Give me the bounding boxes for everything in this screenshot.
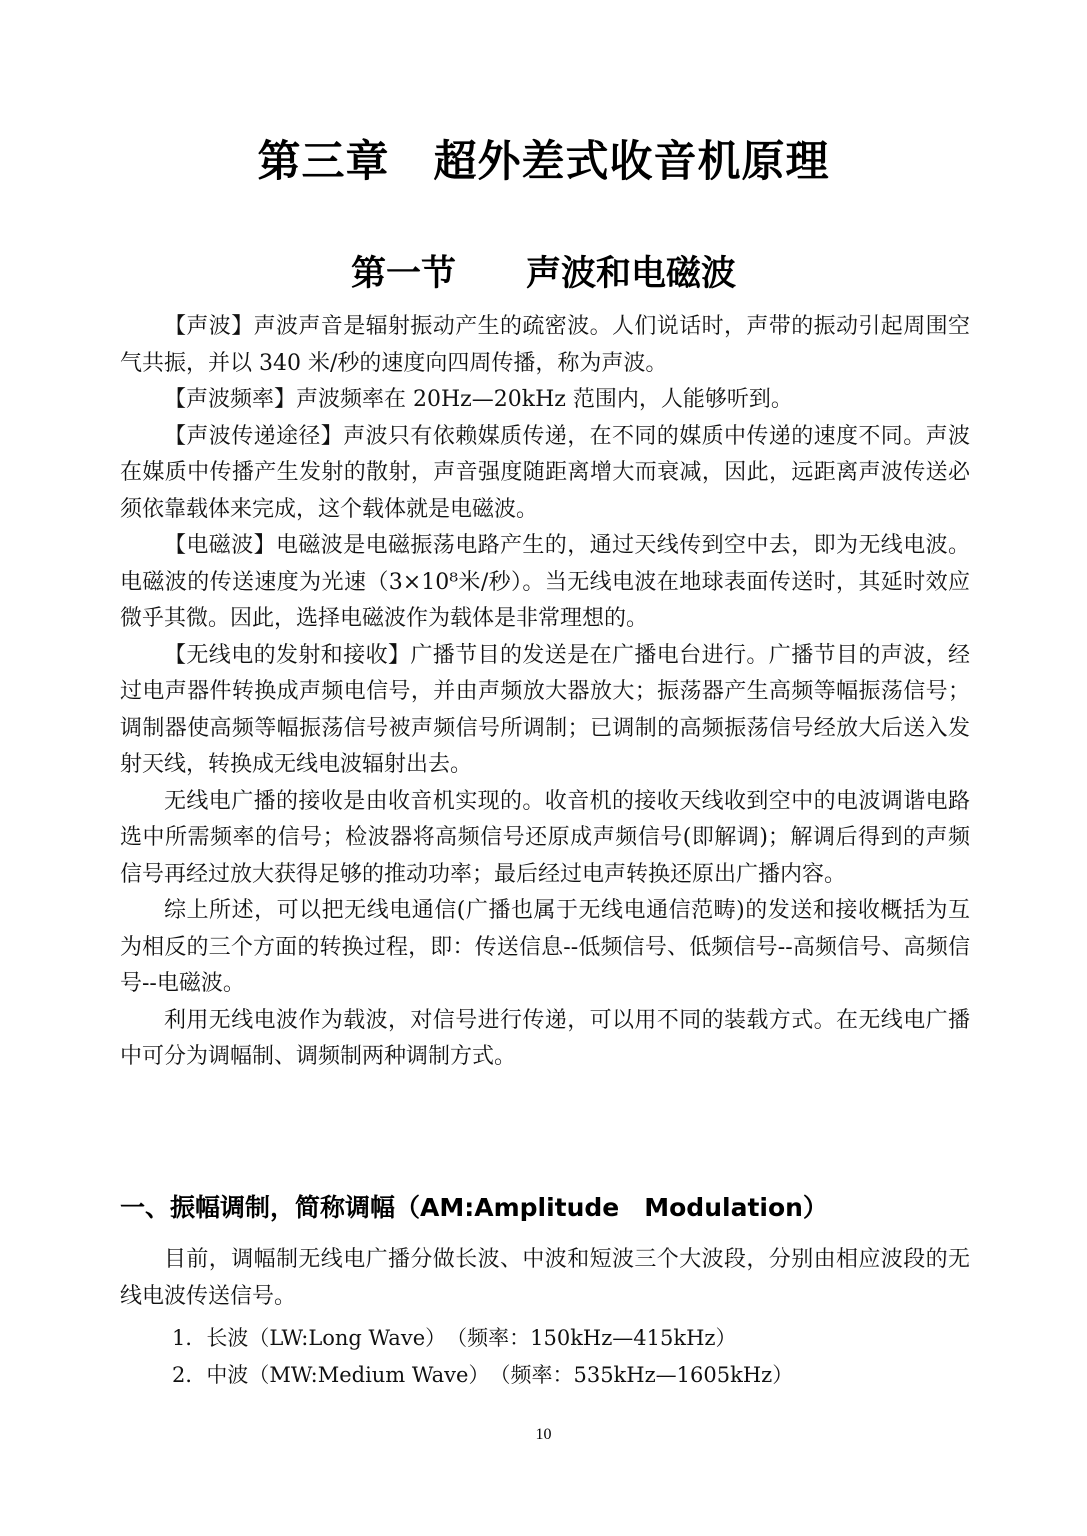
paragraph-radio-transmit: 【无线电的发射和接收】广播节目的发送是在广播电台进行。广播节目的声波，经过电声器件转换成声频电信号，并由声频放大器放大；振荡器产生高频等幅振荡信号；调制器使高频等幅振荡信号被声频信号所调制；已调制的高频振荡信号经放大后送入发射天线，转换成无线电波辐射出去。 [120, 642, 970, 777]
section-title: 第一节 声波和电磁波 [350, 254, 736, 294]
paragraph-sound-wave: 【声波】声波声音是辐射振动产生的疏密波。人们说话时，声带的振动引起周围空气共振，并以 340 米/秒的速度向四周传播，称为声波。 [120, 314, 970, 376]
list-item-medium-wave: 2．中波（MW:Medium Wave） （频率：535kHz—1605kHz） [172, 1363, 794, 1387]
paragraph-radio-receive: 无线电广播的接收是由收音机实现的。收音机的接收天线收到空中的电波调谐电路选中所需频率的信号；检波器将高频信号还原成声频信号(即解调)；解调后得到的声频信号再经过放大获得足够的推动功率；最后经过电声转换还原出广播内容。 [120, 788, 970, 887]
paragraph-sound-frequency: 【声波频率】声波频率在 20Hz—20kHz 范围内，人能够听到。 [164, 387, 793, 412]
am-intro [120, 1242, 970, 1315]
list-item-long-wave: 1．长波（LW:Long Wave） （频率：150kHz—415kHz） [172, 1326, 737, 1350]
paragraph-electromagnetic-wave: 【电磁波】电磁波是电磁振荡电路产生的，通过天线传到空中去，即为无线电波。电磁波的传送速度为光速（3×10⁸米/秒）。当无线电波在地球表面传送时，其延时效应微乎其微。因此，选择电磁波作为载体是非常理想的。 [120, 533, 970, 631]
paragraph-carrier: 利用无线电波作为载波，对信号进行传递，可以用不同的装载方式。在无线电广播中可分为调幅制、调频制两种调制方式。 [120, 1007, 970, 1069]
chapter-title: 第三章 超外差式收音机原理 [257, 137, 830, 187]
paragraph-am-bands: 目前，调幅制无线电广播分做长波、中波和短波三个大波段，分别由相应波段的无线电波传送信号。 [120, 1247, 970, 1309]
subheading-am: 一、振幅调制，简称调幅（AM:Amplitude Modulation） [120, 1193, 828, 1222]
paragraph-summary: 综上所述，可以把无线电通信(广播也属于无线电通信范畴)的发送和接收概括为互为相反的三个方面的转换过程，即：传送信息--低频信号、低频信号--高频信号、高频信号--电磁波。 [120, 898, 970, 996]
body-paragraphs [120, 309, 970, 1076]
paragraph-sound-path: 【声波传递途径】声波只有依赖媒质传递，在不同的媒质中传递的速度不同。声波在媒质中传播产生发射的散射，声音强度随距离增大而衰减，因此，远距离声波传送必须依靠载体来完成，这个载体就是电磁波。 [120, 423, 970, 522]
page-number: 10 [535, 1426, 552, 1443]
